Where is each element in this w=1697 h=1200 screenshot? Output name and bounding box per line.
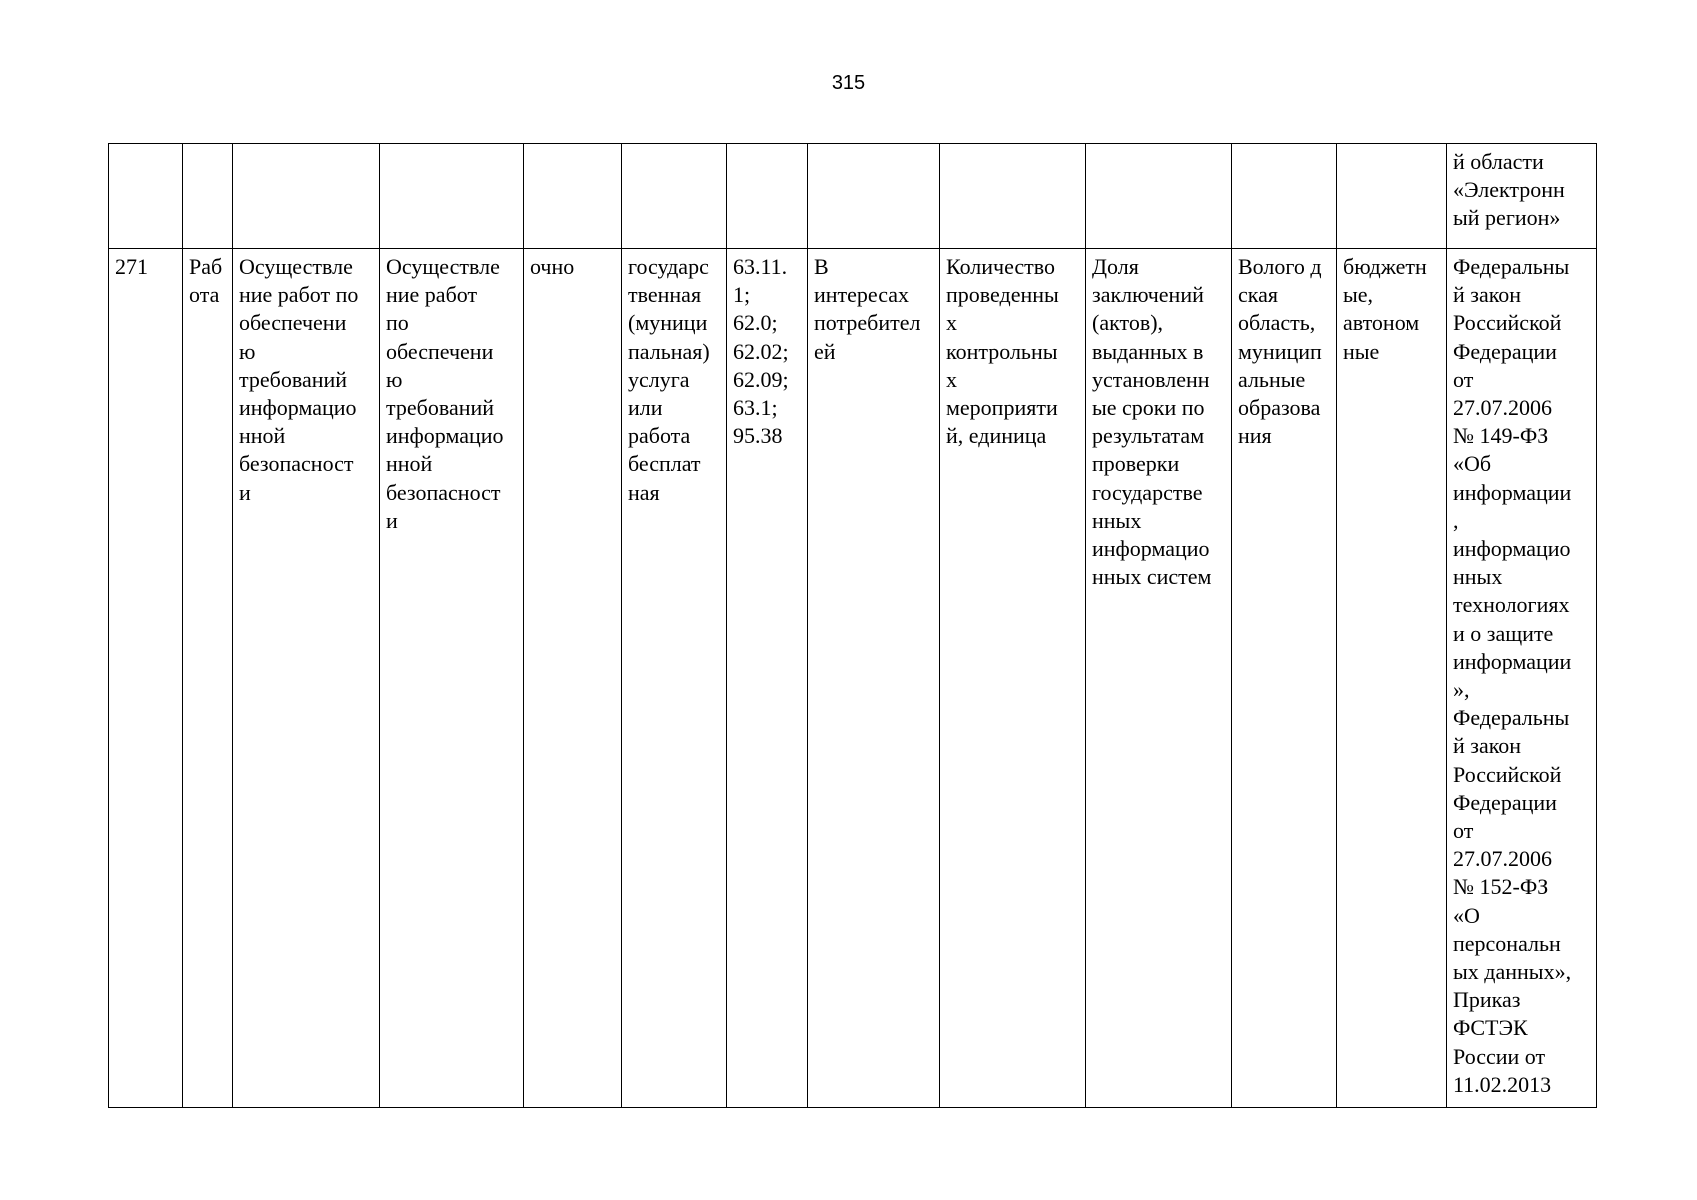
location-cell: Волого д ская область, муницип альные образова ния — [1232, 249, 1337, 1108]
type-cell: Раб ота — [183, 249, 233, 1108]
table-cell — [524, 144, 622, 249]
table-row — [109, 144, 1597, 249]
volume-indicator-cell: Количество проведенны х контрольны х мероприяти й, единица — [940, 249, 1086, 1108]
page-number: 315 — [831, 72, 866, 94]
table-cell — [380, 144, 524, 249]
table-cell — [233, 144, 380, 249]
okved-cell: 63.11. 1; 62.0; 62.02; 62.09; 63.1; 95.38 — [727, 249, 808, 1108]
service-name-cell: Осуществле ние работ по обеспечени ю требований информацио нной безопасност и — [233, 249, 380, 1108]
form-cell: очно — [524, 249, 622, 1108]
table-cell — [109, 144, 183, 249]
category-cell: государс твенная (муници пальная) услуга или работа бесплат ная — [622, 249, 727, 1108]
legal-basis-cell: Федеральны й закон Российской Федерации от 27.07.2006 № 149-ФЗ «Об информации , информацио нных технологиях и о защите информации », Федеральны й закон Российской Федерации от 27.07.2006 № 152-ФЗ «О персональн ых данных», Приказ ФСТЭК России от 11.02.2013 — [1447, 249, 1597, 1108]
row-number-cell: 271 — [109, 249, 183, 1108]
institutions-cell: бюджетн ые, автоном ные — [1337, 249, 1447, 1108]
table-cell — [1086, 144, 1232, 249]
table-row — [109, 249, 1597, 1108]
table-cell — [183, 144, 233, 249]
table-cell — [727, 144, 808, 249]
table-cell — [808, 144, 940, 249]
quality-indicator-cell: Доля заключений (актов), выданных в установленн ые сроки по результатам проверки государстве нных информацио нных систем — [1086, 249, 1232, 1108]
legal-basis-continuation-cell: й области «Электронн ый регион» — [1447, 144, 1597, 249]
table-cell — [1337, 144, 1447, 249]
consumers-cell: В интересах потребител ей — [808, 249, 940, 1108]
table-cell — [940, 144, 1086, 249]
table-cell — [622, 144, 727, 249]
content-cell: Осуществле ние работ по обеспечени ю требований информацио нной безопасност и — [380, 249, 524, 1108]
table-cell — [1232, 144, 1337, 249]
registry-table — [108, 143, 1597, 1108]
